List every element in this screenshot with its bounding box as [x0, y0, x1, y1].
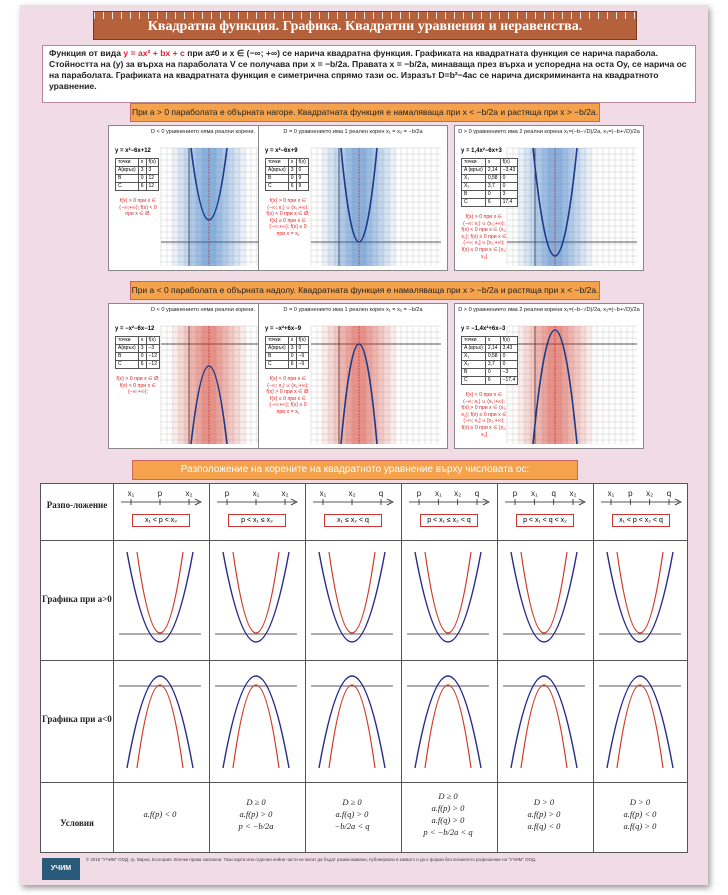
- axis-label: x₁: [252, 489, 260, 498]
- graph-up-4: [401, 544, 495, 656]
- table-cell: C: [462, 377, 486, 385]
- table-cell: 17,4: [500, 199, 518, 207]
- table-cell: X₂: [462, 183, 486, 191]
- table-cell: −9: [296, 361, 308, 369]
- sign-note: f(x) < 0 при x ∈ (−∞; x₁) ∪ (x₁;+∞); f(x) > 0 при x ∈ Ø; f(x) ≤ 0 при x ∈ (−∞;+∞); f(x) ≥ 0 при x = x₁: [266, 376, 310, 415]
- panel-equation: y = x²−6x+12: [115, 148, 151, 154]
- row-label-placement: Разпо-ложение: [46, 500, 108, 510]
- number-axis-4: [401, 484, 495, 540]
- table-cell: 3: [138, 167, 146, 175]
- table-cell: B: [462, 369, 486, 377]
- axis-label: x₂: [185, 489, 193, 498]
- sign-note: f(x) > 0 при x ∈ (−∞; x₁) ∪ (x₂;+∞); f(x) < 0 при x ∈ (x₁; x₂); f(x) ≥ 0 при x ∈ (−∞; x₁] ∪ [x₂;+∞); f(x) ≤ 0 при x ∈ [x₁; x₂]: [461, 214, 507, 260]
- root-inequality: p < x₁ ≤ x₂: [228, 514, 286, 527]
- table-cell: C: [266, 361, 289, 369]
- table-cell: 3: [138, 345, 146, 353]
- table-cell: −12: [146, 361, 159, 369]
- axis-label: x₂: [348, 489, 356, 498]
- condition-line: a.f(q) > 0: [335, 809, 369, 819]
- axis-label: x₁: [434, 489, 442, 498]
- axis-label: q: [666, 489, 672, 498]
- publisher-logo: УЧИМ: [42, 858, 80, 880]
- axis-label: x₁: [530, 489, 538, 498]
- axis-label: p: [224, 489, 230, 498]
- condition-line: p < −b/2a: [238, 821, 274, 831]
- table-cell: 6: [138, 183, 146, 191]
- intro-box: [42, 45, 696, 103]
- axis-label: x₂: [454, 489, 462, 498]
- root-inequality: p < x₁ ≤ x₂ < q: [420, 514, 478, 527]
- table-cell: X₂: [462, 361, 486, 369]
- table-cell: 0: [500, 353, 518, 361]
- table-cell: B: [266, 353, 289, 361]
- table-cell: −12: [146, 353, 159, 361]
- graph-down-2: [209, 664, 303, 776]
- table-cell: 6: [288, 361, 296, 369]
- table-cell: −9: [296, 353, 308, 361]
- table-cell: −3: [146, 345, 159, 353]
- axis-label: x₂: [569, 489, 577, 498]
- table-cell: 0: [296, 345, 308, 353]
- points-table: [265, 158, 309, 191]
- axis-label: q: [551, 489, 556, 498]
- number-axis-5: [497, 484, 591, 540]
- number-axis-1: [113, 484, 207, 540]
- table-cell: 3: [500, 191, 518, 199]
- table-cell: A(връх): [116, 345, 139, 353]
- condition-line: p < −b/2a < q: [423, 827, 473, 837]
- conditions-2: [210, 796, 302, 832]
- table-cell: −3,43: [500, 167, 518, 175]
- condition-line: D ≥ 0: [438, 791, 458, 801]
- panel-caption: D < 0 уравнението няма реални корени.: [150, 129, 256, 135]
- sign-note: f(x) > 0 при x ∈ Ø; f(x) < 0 при x ∈ (−∞;+∞);: [116, 376, 160, 396]
- row-label-graph-down: Графика при a<0: [42, 714, 112, 724]
- table-cell: 0: [296, 167, 308, 175]
- panel-equation: y = −x²+6x−9: [265, 326, 302, 332]
- conditions-5: [498, 796, 590, 832]
- table-cell: 0: [485, 191, 500, 199]
- table-cell: точки: [116, 159, 139, 167]
- row-label-conditions: Условия: [60, 818, 94, 828]
- graph-down-3: [305, 664, 399, 776]
- table-cell: 12: [146, 183, 158, 191]
- intro-text-a: Функция от вида: [49, 48, 122, 58]
- table-cell: x: [288, 159, 296, 167]
- table-cell: точки: [266, 337, 289, 345]
- intro-formula: y = ax² + bx + c: [123, 48, 185, 58]
- root-inequality: x₁ < p < x₂ < q: [612, 514, 670, 527]
- panel-equation: y = −x²−6x−12: [115, 326, 155, 332]
- number-axis-6: [593, 484, 687, 540]
- table-cell: A (връх): [462, 345, 486, 353]
- points-table: [115, 336, 160, 369]
- table-cell: 0: [138, 175, 146, 183]
- panel-caption: D > 0 уравнението има 2 реални корена x₁=(−b−√D)/2a, x₂=(−b+√D)/2a: [458, 307, 640, 313]
- table-cell: f(x): [296, 337, 308, 345]
- down-panel-2: [258, 303, 448, 449]
- condition-line: a.f(p) < 0: [143, 809, 177, 819]
- points-table: [461, 158, 518, 207]
- number-axis-2: [209, 484, 303, 540]
- sign-note: f(x) < 0 при x ∈ (−∞; x₁) ∪ (x₂;+∞); f(x) > 0 при x ∈ (x₁; x₂); f(x) ≤ 0 при x ∈ (−∞; x₁] ∪ [x₂;+∞); f(x) ≥ 0 при x ∈ [x₁; x₂]: [461, 392, 507, 438]
- axis-label: x₂: [281, 489, 289, 498]
- banner-a-positive: При a > 0 параболата е обърната нагоре. Квадратната функция е намаляваща при x < −b/2a и растяща при x > −b/2a.: [130, 103, 600, 122]
- table-cell: 3: [288, 167, 296, 175]
- graph-up-2: [209, 544, 303, 656]
- sign-note: f(x) > 0 при x ∈ (−∞; x₁) ∪ (x₁;+∞); f(x) < 0 при x ∈ Ø; f(x) ≥ 0 при x ∈ (−∞;+∞); f(x) ≤ 0 при x = x₁: [266, 198, 310, 237]
- section-title: Разположение на корените на квадратното уравнение върху числовата ос:: [132, 460, 578, 480]
- roots-table: [40, 483, 688, 853]
- table-cell: x: [288, 337, 296, 345]
- panel-caption: D = 0 уравнението има 1 реален корен x₁ = x₂ = −b/2a: [283, 307, 423, 313]
- page-title: Квадратна функция. Графика. Квадратни уравнения и неравенства.: [147, 19, 583, 34]
- table-cell: 0,58: [485, 175, 500, 183]
- axis-label: x₂: [646, 489, 654, 498]
- table-cell: f(x): [500, 337, 518, 345]
- down-panel-3: [454, 303, 644, 449]
- condition-line: a.f(p) > 0: [431, 803, 465, 813]
- poster: [20, 5, 708, 885]
- root-inequality: x₁ < p < x₂: [132, 514, 190, 527]
- table-cell: 6: [288, 183, 296, 191]
- panel-caption: D > 0 уравнението има 2 реални корена x₁=(−b−√D)/2a, x₂=(−b+√D)/2a: [458, 129, 640, 135]
- condition-line: a.f(p) < 0: [623, 809, 657, 819]
- condition-line: a.f(q) < 0: [527, 821, 561, 831]
- graph-up-5: [497, 544, 591, 656]
- table-cell: X₁: [462, 175, 486, 183]
- table-cell: A(връх): [116, 167, 139, 175]
- graph-down-5: [497, 664, 591, 776]
- table-cell: 9: [296, 175, 308, 183]
- intro-text-b: при a≠0 и x ∈ (−∞; +∞) се нарича квадратна функция. Графиката на квадратната функция се нарича парабола.: [187, 48, 658, 58]
- table-cell: точки: [116, 337, 139, 345]
- grid-line: [41, 782, 687, 783]
- root-inequality: p < x₁ < q < x₂: [516, 514, 574, 527]
- condition-line: a.f(q) > 0: [431, 815, 465, 825]
- table-cell: 0: [500, 183, 518, 191]
- table-cell: точки: [462, 159, 486, 167]
- axis-label: p: [512, 489, 518, 498]
- table-cell: x: [485, 337, 500, 345]
- row-label-graph-up: Графика при a>0: [42, 594, 112, 604]
- table-cell: A(връх): [266, 345, 289, 353]
- table-cell: C: [266, 183, 289, 191]
- axis-label: p: [157, 489, 163, 498]
- conditions-1: [114, 808, 206, 820]
- intro-text-c: Стойността на (y) за върха на параболата V се получава при x = −b/2a. Правата x = −b/2a, минаваща през върха и успоредна на оста Oy, се нарича ос на параболата. Графиката на квадратната функция е симетрична спрямо тази ос. Изразът D=b²−4ac се нарича дискриминанта на квадратното уравнение.: [49, 59, 687, 91]
- axis-label: q: [474, 489, 480, 498]
- axis-label: p: [628, 489, 633, 498]
- graph-down-4: [401, 664, 495, 776]
- table-cell: 3,7: [485, 361, 500, 369]
- table-cell: f(x): [500, 159, 518, 167]
- condition-line: −b/2a < q: [334, 821, 370, 831]
- table-cell: x: [485, 159, 500, 167]
- axis-label: q: [378, 489, 384, 498]
- table-cell: x: [138, 159, 146, 167]
- condition-line: D ≥ 0: [246, 797, 266, 807]
- table-cell: x: [138, 337, 146, 345]
- table-cell: f(x): [146, 337, 159, 345]
- table-cell: B: [266, 175, 289, 183]
- conditions-3: [306, 796, 398, 832]
- points-table: [461, 336, 518, 385]
- conditions-4: [402, 790, 494, 838]
- table-cell: X₁: [462, 353, 486, 361]
- table-cell: 3: [146, 167, 158, 175]
- table-cell: точки: [266, 159, 289, 167]
- axis-label: p: [416, 489, 422, 498]
- table-cell: f(x): [296, 159, 308, 167]
- banner-a-negative: При a < 0 параболата е обърната надолу. Квадратната функция е намаляваща при x > −b/2a и растяща при x < −b/2a.: [130, 281, 600, 300]
- panel-equation: y = 1,4x²−6x+3: [461, 148, 502, 154]
- table-cell: 0: [138, 353, 146, 361]
- table-cell: 0: [500, 175, 518, 183]
- table-cell: 0: [485, 369, 500, 377]
- conditions-6: [594, 796, 686, 832]
- table-cell: A(връх): [266, 167, 289, 175]
- table-cell: 2,14: [485, 167, 500, 175]
- table-cell: 0: [500, 361, 518, 369]
- sign-note: f(x) > 0 при x ∈ (−∞;+∞); f(x) < 0 при x ∈ Ø;: [119, 198, 157, 218]
- condition-line: a.f(p) > 0: [239, 809, 273, 819]
- table-cell: 3: [288, 345, 296, 353]
- graph-up-6: [593, 544, 687, 656]
- axis-label: x₁: [127, 489, 135, 498]
- table-cell: B: [116, 175, 139, 183]
- up-panel-3: [454, 125, 644, 271]
- condition-line: a.f(p) > 0: [527, 809, 561, 819]
- table-cell: 3,43: [500, 345, 518, 353]
- table-cell: 9: [296, 183, 308, 191]
- graph-down-6: [593, 664, 687, 776]
- footer-copyright: © 2018 "УЧИМ" ООД, гр. Варна, България. Всички права запазени. Тази карта или отделни нейни части не могат да бъдат размножавани, публикувани в каквато и да е форма без писменото разрешение на "УЧИМ" ООД.: [86, 857, 537, 862]
- panel-equation: y = −1,4x²+6x−3: [461, 326, 506, 332]
- table-cell: A (връх): [462, 167, 486, 175]
- table-cell: 2,14: [485, 345, 500, 353]
- graph-up-3: [305, 544, 399, 656]
- table-cell: 6: [138, 361, 146, 369]
- table-cell: B: [462, 191, 486, 199]
- table-cell: точки: [462, 337, 486, 345]
- graph-up-1: [113, 544, 207, 656]
- table-cell: 12: [146, 175, 158, 183]
- root-inequality: x₁ ≤ x₂ < q: [324, 514, 382, 527]
- table-cell: C: [116, 183, 139, 191]
- graph-down-1: [113, 664, 207, 776]
- points-table: [265, 336, 309, 369]
- table-cell: B: [116, 353, 139, 361]
- title-ruler: [93, 11, 637, 40]
- panel-caption: D < 0 уравнението няма реални корени.: [150, 307, 256, 313]
- table-cell: C: [462, 199, 486, 207]
- axis-label: x₁: [319, 489, 327, 498]
- grid-line: [41, 660, 687, 661]
- ruler-ticks: [94, 12, 636, 19]
- up-panel-2: [258, 125, 448, 271]
- condition-line: D > 0: [533, 797, 555, 807]
- table-cell: 3,7: [485, 183, 500, 191]
- axis-label: x₁: [607, 489, 615, 498]
- points-table: [115, 158, 159, 191]
- table-cell: C: [116, 361, 139, 369]
- condition-line: D ≥ 0: [342, 797, 362, 807]
- condition-line: D > 0: [629, 797, 651, 807]
- table-cell: −3: [500, 369, 518, 377]
- panel-caption: D = 0 уравнението има 1 реален корен x₁ = x₂ = −b/2a: [283, 129, 423, 135]
- grid-line: [41, 540, 687, 541]
- number-axis-3: [305, 484, 399, 540]
- table-cell: −17,4: [500, 377, 518, 385]
- table-cell: 0: [288, 175, 296, 183]
- table-cell: 6: [485, 377, 500, 385]
- table-cell: 6: [485, 199, 500, 207]
- table-cell: 0,58: [485, 353, 500, 361]
- table-cell: 0: [288, 353, 296, 361]
- condition-line: a.f(q) > 0: [623, 821, 657, 831]
- panel-equation: y = x²−6x+9: [265, 148, 298, 154]
- table-cell: f(x): [146, 159, 158, 167]
